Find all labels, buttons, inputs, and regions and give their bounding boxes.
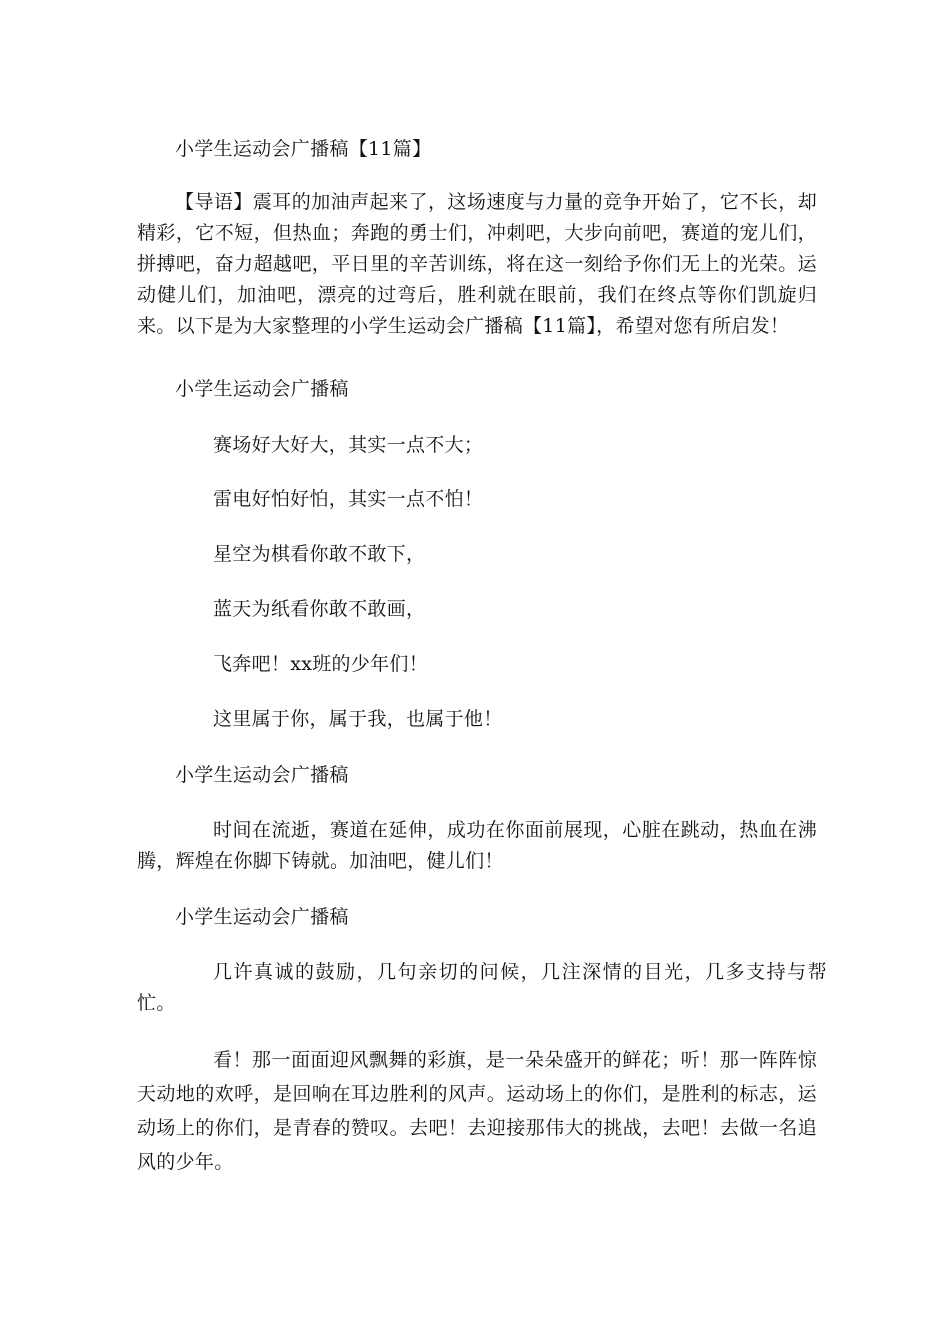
section-paragraph: 时间在流逝，赛道在延伸，成功在你面前展现，心脏在跳动，热血在沸腾，辉煌在你脚下铸就。加油吧，健儿们！ (137, 819, 817, 872)
section-paragraph: 几许真诚的鼓励，几句亲切的问候，几注深情的目光，几多支持与帮忙。 (137, 961, 827, 1014)
poem-line: 赛场好大好大，其实一点不大； (213, 434, 484, 456)
poem-line: 雷电好怕好怕，其实一点不怕！ (213, 488, 484, 510)
intro-paragraph: 【导语】震耳的加油声起来了，这场速度与力量的竞争开始了，它不长，却精彩，它不短，但热血；奔跑的勇士们，冲刺吧，大步向前吧，赛道的宠儿们，拼搏吧，奋力超越吧，平日里的辛苦训练，将在这一刻给予你们无上的光荣。运动健儿们，加油吧，漂亮的过弯后，胜利就在眼前，我们在终点等你们凯旋归来。以下是为大家整理的小学生运动会广播稿【11篇】，希望对您有所启发！ (137, 191, 817, 337)
poem-line: 这里属于你，属于我，也属于他！ (213, 708, 503, 730)
section-heading: 小学生运动会广播稿 (175, 378, 349, 400)
section-heading: 小学生运动会广播稿 (175, 906, 349, 928)
document-title: 小学生运动会广播稿【11篇】 (175, 138, 432, 160)
section-paragraph: 看！那一面面迎风飘舞的彩旗，是一朵朵盛开的鲜花；听！那一阵阵惊天动地的欢呼，是回响在耳边胜利的风声。运动场上的你们，是胜利的标志，运动场上的你们，是青春的赞叹。去吧！去迎接那伟大的挑战，去吧！去做一名追风的少年。 (137, 1049, 817, 1173)
poem-line: 飞奔吧！xx班的少年们！ (213, 653, 429, 675)
poem-line: 星空为棋看你敢不敢下， (213, 543, 426, 565)
section-heading: 小学生运动会广播稿 (175, 764, 349, 786)
poem-line: 蓝天为纸看你敢不敢画， (213, 598, 426, 620)
